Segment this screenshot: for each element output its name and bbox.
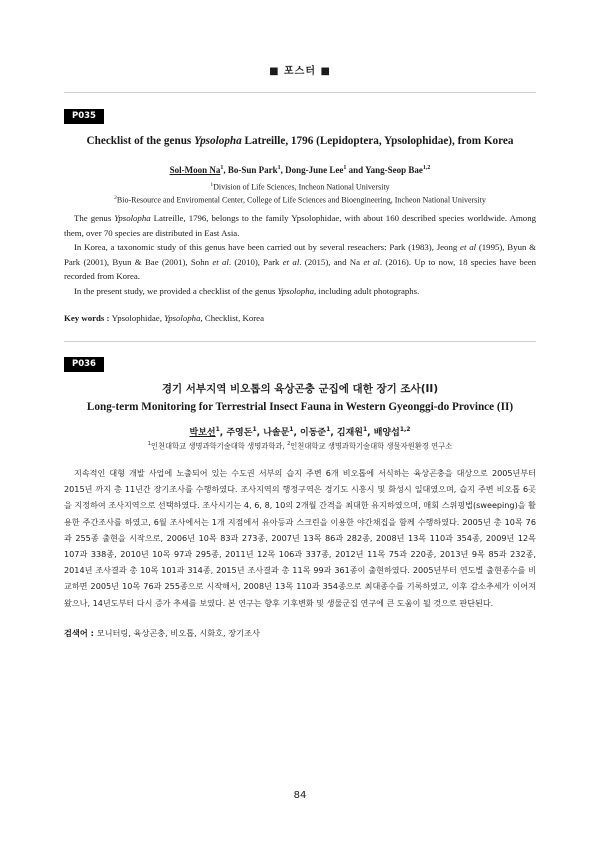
author-name: 배양섭: [373, 428, 400, 438]
affiliation-line: $^1$Division of Life Sciences, Incheon National University: [210, 182, 390, 192]
paragraph: In the present study, we provided a checklist of the genus Ypsolopha, including adult photographs.: [74, 285, 420, 296]
page-number: 84: [293, 790, 307, 801]
divider: [64, 341, 536, 342]
affiliations: $^1$인천대학교 생명과학기술대학 생명과학과, $^2$인천대학교 생명과학기술대학 생물자원환경 연구소: [147, 441, 453, 451]
paragraph: In Korea, a taxonomic study of this genus have been carried out by several reseachers: Park (1983), Jeong et al (1995), Byun & Park (2001), Byun & Bae (2001), Sohn et al. (2010), Park et al. (2015), and Na et al. (2016). Up to now, 18 species have been recorded from Korea.: [64, 242, 537, 282]
abstract-title-korean: 경기 서부지역 비오톱의 육상곤충 군집에 대한 장기 조사(II): [161, 383, 439, 395]
author-name: 박보선: [189, 428, 216, 438]
author-name: 나솔문: [263, 428, 290, 438]
author-name: 주영돈: [226, 428, 253, 438]
abstract-body: [64, 211, 536, 299]
keywords: Key words : Ypsolophidae, Ypsolopha, Checklist, Korea: [64, 313, 264, 323]
paragraph: 지속적인 대형 개발 사업에 노출되어 있는 수도권 서부의 습지 주변 6개 비오톱에 서식하는 육상곤충을 대상으로 2005년부터 2015년 까지 총 11년간 장기조사를 수행하였다. 조사지역의 행정구역은 경기도 시흥시 및 화성시 일대였으며, 습지 주변 비오톱 6곳을 지정하여 조사지역으로 선택하였다. 조사시기는 4, 6, 8, 10의 2개월 간격을 최대한 유지하였으며, 매회 스위핑법(sweeping)을 활용한 주간조사를 하였고, 6월 조사에서는 1개 지점에서 유아등과 스크린을 이용한 야간채집을 함께 수행하였다. 2005년 총 10목 76과 255종 출현을 시작으로, 2006년 10목 83과 273종, 2007년 13목 86과 282종, 2008년 13목 110과 354종, 2009년 12목 107과 338종, 2010년 10목 97과 295종, 2011년 12목 106과 337종, 2012년 11목 75과 220종, 2013년 9목 85과 232종, 2014년 조사결과 총 10목 101과 314종, 2015년 조사결과 총 11목 99과 361종이 출현하였다. 2005년부터 연도별 출현종수를 비교하면 2005년 10목 76과 255종으로 시작해서, 2008년 13목 110과 354종으로 최대종수를 기록하였고, 이후 감소추세가 이어져 왔으나, 14년도부터 다시 증가 추세를 보였다. 본 연구는 향후 기후변화 및 생물군집 연구에 큰 도움이 될 것으로 판단된다.: [64, 468, 536, 608]
author-name: 이동준: [300, 428, 327, 438]
abstract-title-english: Long-term Monitoring for Terrestrial Insect Fauna in Western Gyeonggi-do Province (II): [86, 401, 514, 413]
author-list: 박보선$^1$, 주영돈$^1$, 나솔문$^1$, 이동준$^1$, 김재원$^1$, 배양섭$^{1,2}$: [189, 426, 411, 438]
affiliations: [64, 180, 536, 205]
author-list: Sol-Moon Na$^1$, Bo-Sun Park$^1$, Dong-June Lee$^1$ and Yang-Seop Bae$^{1,2}$: [169, 165, 431, 175]
affiliation-line: $^2$Bio-Resource and Enviromental Center, College of Life Sciences and Bioengineering, Incheon National University: [114, 194, 486, 205]
paragraph: The genus Ypsolopha Latreille, 1796, belongs to the family Ypsolophidae, with about 160 described species worldwide. Among them, over 70 species are distributed in East Asia.: [64, 213, 536, 238]
author-name: Sol-Moon Na: [169, 165, 221, 175]
divider: [64, 92, 536, 93]
keywords: 검색어 : 모니터링, 육상곤충, 비오톱, 시화호, 장기조사: [64, 628, 260, 638]
author-name: Dong-June Lee: [285, 165, 344, 175]
author-name: Yang-Seop Bae: [365, 165, 423, 175]
abstract-body: [64, 465, 536, 611]
author-name: 김재원: [336, 428, 363, 438]
abstract-id-badge: P035: [64, 109, 104, 124]
author-name: Bo-Sun Park: [227, 165, 278, 175]
abstract-id-badge: P036: [64, 357, 104, 372]
abstract-title: Checklist of the genus Ypsolopha Latreille, 1796 (Lepidoptera, Ypsolophidae), from Korea: [86, 135, 514, 147]
section-header: ■ 포스터 ■: [269, 66, 331, 77]
